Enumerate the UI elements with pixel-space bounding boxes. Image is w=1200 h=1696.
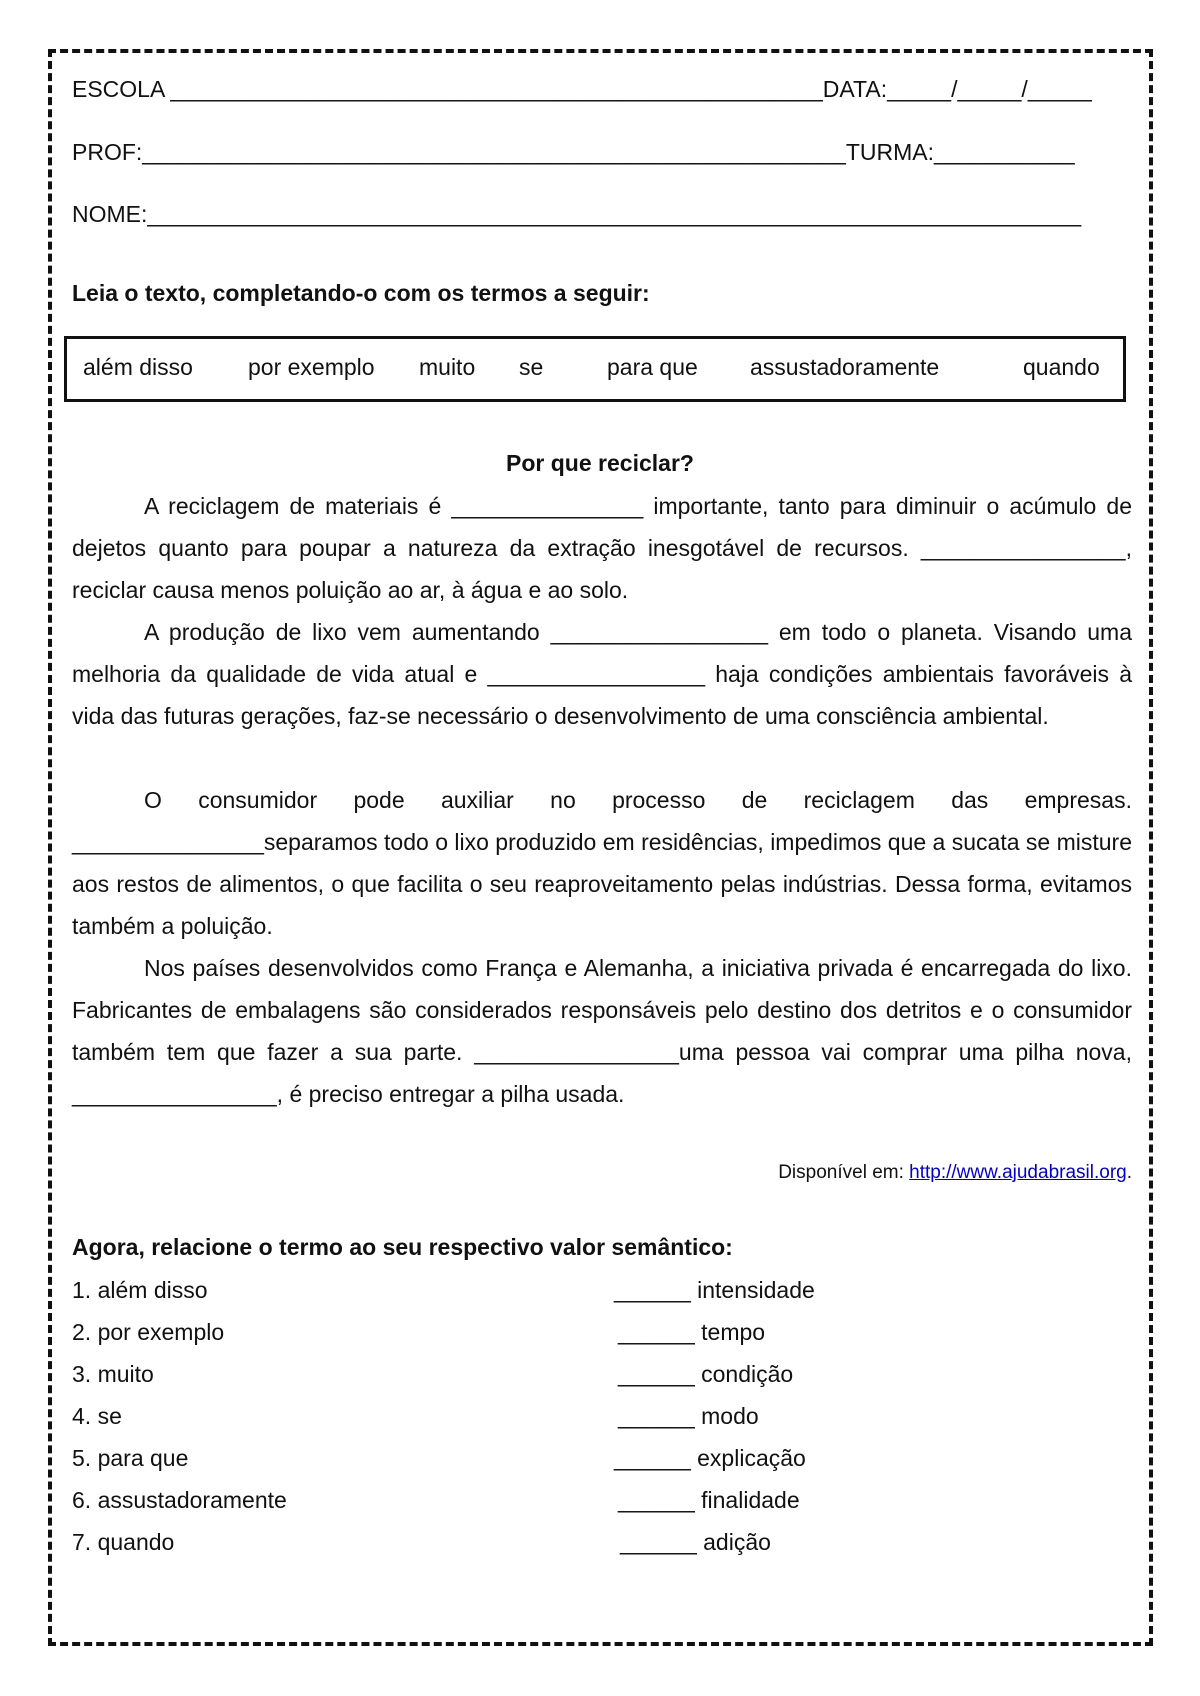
list-item: 4. se (72, 1403, 122, 1429)
source-citation (778, 1162, 1132, 1184)
term-1: além disso (83, 354, 193, 380)
term-7: quando (1023, 354, 1100, 380)
paragraph-1: A reciclagem de materiais é _______________ importante, tanto para diminuir o acúmulo de dejetos quanto para poupar a natureza da extração inesgotável de recursos. ________________, reciclar causa menos poluição ao ar, à água e ao solo. (72, 493, 1132, 603)
match-item: ______ finalidade (618, 1487, 800, 1513)
paragraph-2: A produção de lixo vem aumentando _________________ em todo o planeta. Visando uma melhoria da qualidade de vida atual e _________________ haja condições ambientais favoráveis à vida das futuras gerações, faz-se necessário o desenvolvimento de uma consciência ambiental. (72, 619, 1132, 729)
term-4: se (519, 354, 544, 380)
school-date-line: ESCOLA ___________________________________________________DATA:_____/_____/_____ (72, 76, 1092, 102)
paragraph-4: Nos países desenvolvidos como França e Alemanha, a iniciativa privada é encarregada do lixo. Fabricantes de embalagens são considerados responsáveis pelo destino dos detritos e o consumidor também tem que fazer a sua parte. ________________uma pessoa vai comprar uma pilha nova, ________________, é preciso entregar a pilha usada. (72, 955, 1132, 1107)
term-5: para que (607, 354, 698, 380)
list-item: 2. por exemplo (72, 1319, 225, 1345)
paragraph-3: O consumidor pode auxiliar no processo de reciclagem das empresas. _______________separamos todo o lixo produzido em residências, impedimos que a sucata se misture aos restos de alimentos, o que facilita o seu reaproveitamento pelas indústrias. Dessa forma, evitamos também a poluição. (72, 787, 1132, 939)
term-3: muito (419, 354, 476, 380)
match-item: ______ modo (618, 1403, 759, 1429)
name-line: NOME:_________________________________________________________________________ (72, 201, 1082, 227)
match-item: ______ condição (618, 1361, 794, 1387)
list-item: 1. além disso (72, 1277, 208, 1303)
list-item: 7. quando (72, 1529, 175, 1555)
instruction-heading: Leia o texto, completando-o com os termos a seguir: (72, 280, 650, 306)
term-6: assustadoramente (750, 354, 940, 380)
match-item: ______ explicação (614, 1445, 806, 1471)
question-2-heading: Agora, relacione o termo ao seu respectivo valor semântico: (72, 1234, 733, 1260)
teacher-class-line: PROF:_______________________________________________________TURMA:___________ (72, 139, 1075, 165)
terms-box (64, 336, 1126, 402)
list-item: 6. assustadoramente (72, 1487, 287, 1513)
match-item: ______ adição (620, 1529, 771, 1555)
list-item: 3. muito (72, 1361, 154, 1387)
source-link[interactable]: http://www.ajudabrasil.org (909, 1162, 1127, 1183)
source-prefix: Disponível em: (778, 1162, 910, 1183)
list-item: 5. para que (72, 1445, 189, 1471)
match-item: ______ intensidade (614, 1277, 815, 1303)
text-title: Por que reciclar? (506, 450, 694, 476)
source-suffix: . (1126, 1162, 1132, 1183)
term-2: por exemplo (248, 354, 375, 380)
match-item: ______ tempo (618, 1319, 766, 1345)
